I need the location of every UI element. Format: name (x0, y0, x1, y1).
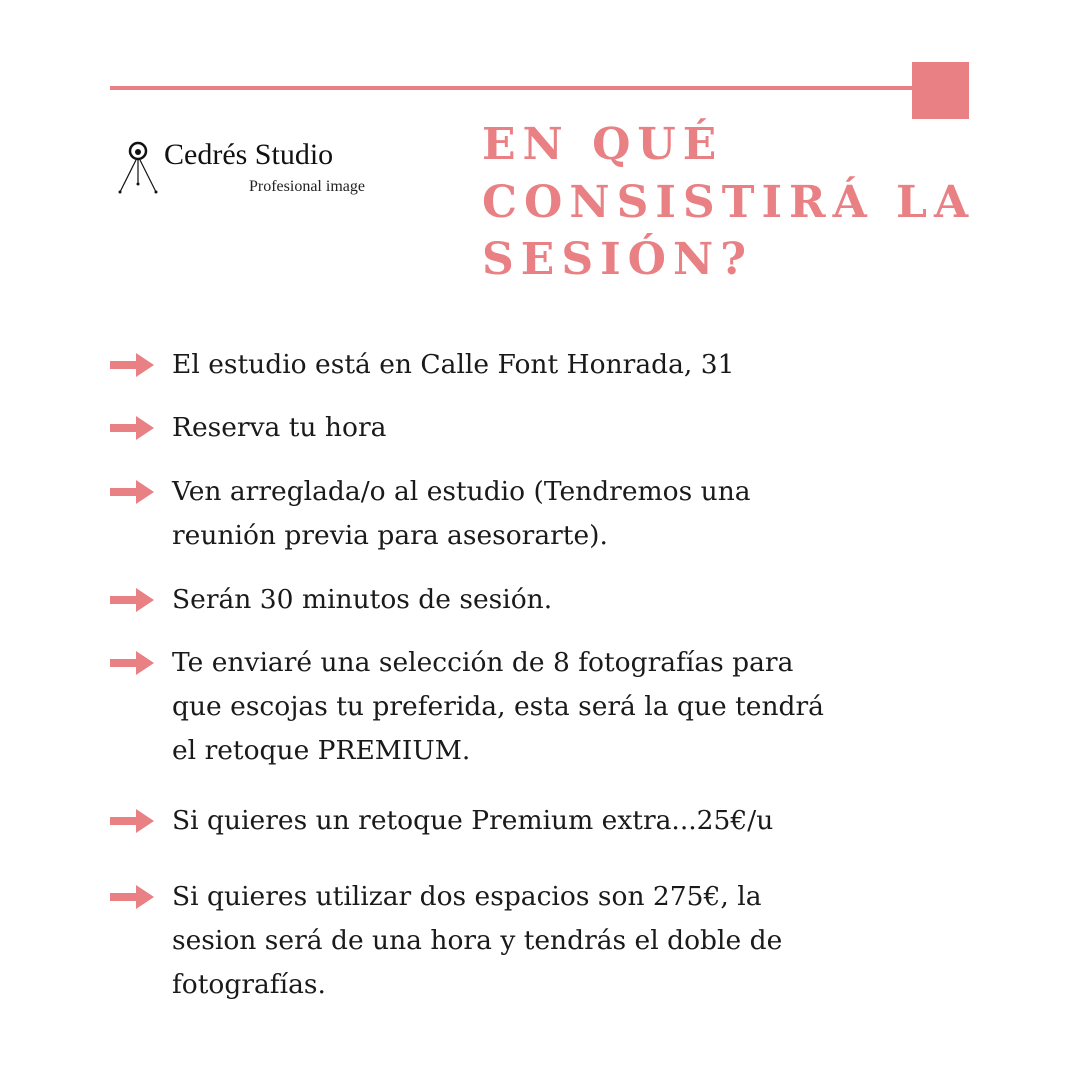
arrow-right-icon (108, 650, 156, 676)
list-item-text: reunión previa para asesorarte). (172, 520, 608, 551)
brand-tagline: Profesional image (249, 178, 365, 195)
arrow-right-icon (108, 352, 156, 378)
arrow-right-icon (108, 479, 156, 505)
list-item-text: Reserva tu hora (172, 412, 387, 443)
tripod-camera-icon (116, 138, 160, 198)
arrow-right-icon (108, 808, 156, 834)
title-line: CONSISTIRÁ LA (482, 176, 976, 228)
title-line: SESIÓN? (482, 234, 753, 285)
page-title (482, 116, 975, 289)
list-item-text: el retoque PREMIUM. (172, 735, 471, 766)
arrow-right-icon (108, 884, 156, 910)
list-item-text: Te enviaré una selección de 8 fotografías para (172, 647, 794, 678)
list-item-text: que escojas tu preferida, esta será la que tendrá (172, 691, 824, 722)
brand-name: Cedrés Studio (164, 138, 334, 171)
title-line: EN QUÉ (482, 119, 724, 170)
list-item-text: fotografías. (172, 969, 326, 1000)
arrow-right-icon (108, 415, 156, 441)
list-item-text: Serán 30 minutos de sesión. (172, 584, 553, 615)
list-item-text: Ven arreglada/o al estudio (Tendremos una (172, 476, 751, 507)
brand-logo (116, 138, 416, 198)
list-item-text: El estudio está en Calle Font Honrada, 31 (172, 349, 735, 380)
top-divider-line (110, 86, 915, 90)
list-item-text: Si quieres un retoque Premium extra...25€/u (172, 805, 774, 836)
accent-square (912, 62, 969, 119)
list-item-text: sesion será de una hora y tendrás el doble de (172, 925, 783, 956)
arrow-right-icon (108, 587, 156, 613)
list-item-text: Si quieres utilizar dos espacios son 275€, la (172, 881, 762, 912)
